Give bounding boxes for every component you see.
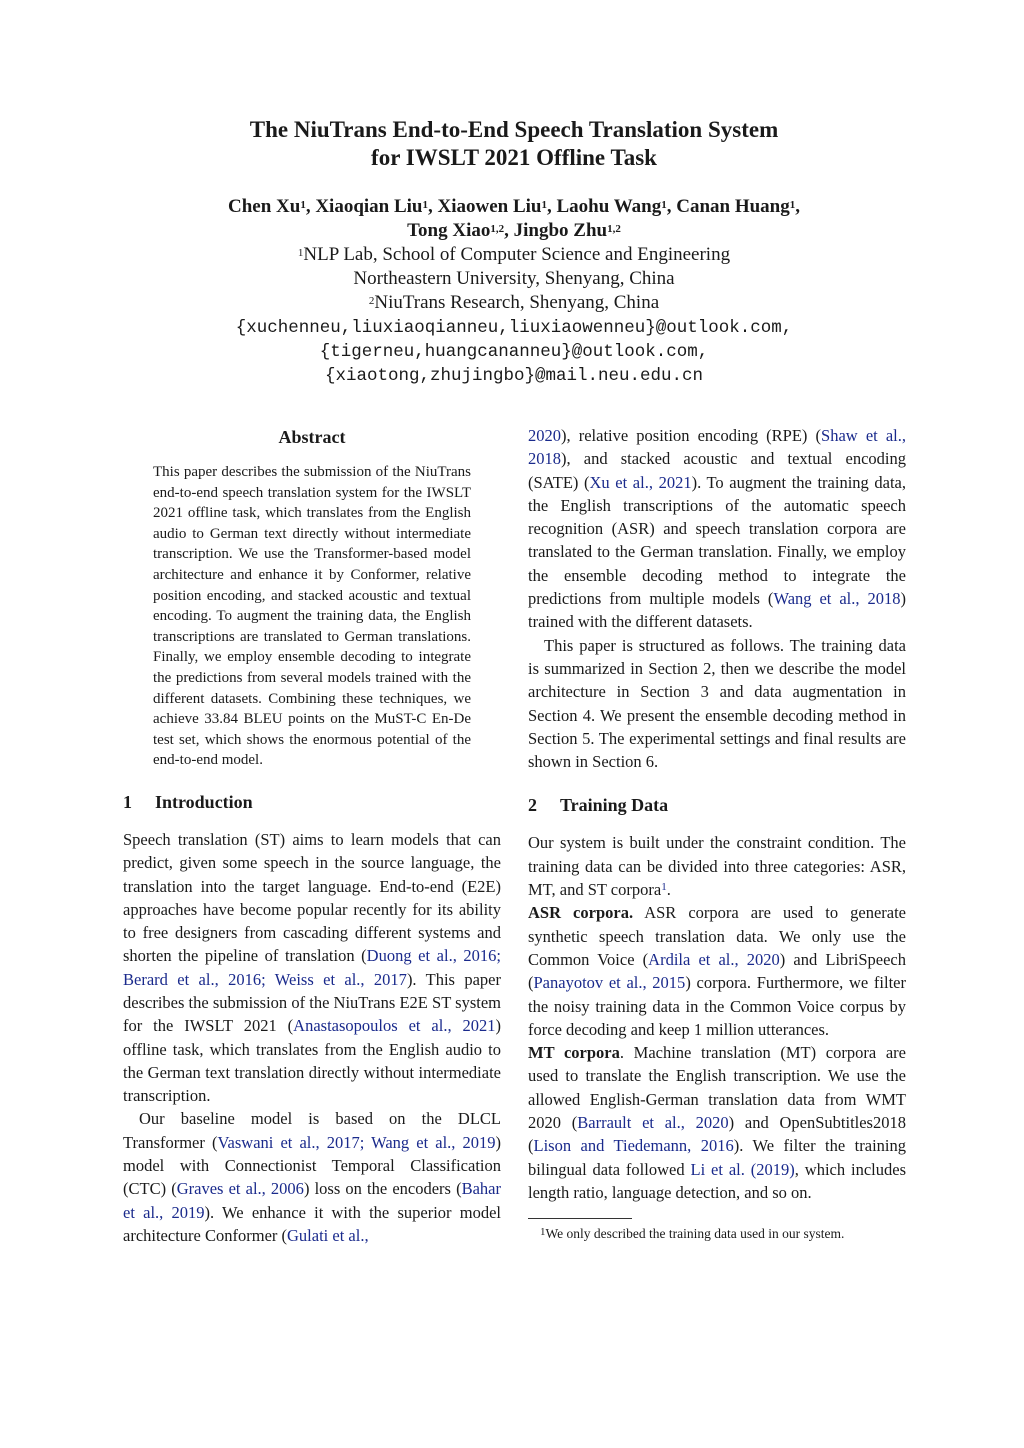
citation-link[interactable]: Lison and Tiedemann, 2016 [533,1136,734,1156]
footnote-divider [528,1218,632,1219]
citation-link[interactable]: Barrault et al., 2020 [577,1113,729,1133]
author-name: Tong Xiao [407,220,491,241]
citation-link[interactable]: Bahar et al., 2019 [123,1179,501,1222]
author-affiliation-mark: 1 [789,199,796,211]
abstract-text: This paper describes the submission of the NiuTrans end-to-end speech translation system for the IWSLT 2021 offline task, which translates from the English audio to German text directly without intermediate transcription. We use the Transformer-based model architecture and enhance it by Conformer, relative position encoding, and stacked acoustic and textual encoding. To augment the training data, the English transcriptions are translated to German translations. Finally, we employ ensemble decoding to integrate the predictions from several models trained with the different datasets. Combining these techniques, we achieve 33.84 BLEU points on the MuST-C En-De test set, which shows the enormous potential of the end-to-end model. [153,464,471,769]
citation-link[interactable]: Panayotov et al., 2015 [533,973,686,993]
abstract-heading: Abstract [278,427,346,447]
author-name: Laohu Wang [556,196,662,217]
training-paragraph-1: Our system is built under the constraint condition. The training data can be divided into three categories: ASR, MT, and ST corpora$^1$. [528,833,906,900]
section-title: Introduction [155,791,253,812]
paper-title-line1: The NiuTrans End-to-End Speech Translation System [249,117,779,142]
intro-paragraph-2: Our baseline model is based on the DLCL Transformer (Vaswani et al., 2017; Wang et al., 2019) model with Connectionist Temporal Classification (CTC) (Graves et al., 2006) loss on the encoders (Bahar et al., 2019). We enhance it with the superior model architecture Conformer (Gulati et al., [123,1109,501,1245]
citation-link[interactable]: Li et al. (2019) [690,1159,795,1179]
footnote-text: We only described the training data used in our system. [545,1226,845,1242]
section-number: 1 [123,791,132,812]
affiliation-1-line2: Northeastern University, Shenyang, China [353,268,675,289]
citation-link[interactable]: Vaswani et al., 2017; Wang et al., 2019 [217,1132,496,1152]
citation-link[interactable]: Shaw et al., 2018 [528,426,906,469]
affiliation-1-line1: NLP Lab, School of Computer Science and Engineering [303,244,731,265]
author-affiliation-mark: 1,2 [607,223,621,235]
citation-link[interactable]: Wang et al., 2018 [773,589,901,609]
footnote-number: 1 [540,1226,546,1239]
author-list: Chen Xu$^1$, Xiaoqian Liu$^1$, Xiaowen Liu$^1$, Laohu Wang$^1$, Canan Huang$^1$, Tong Xiao$^{1,2}$, Jingbo Zhu$^{1,2}$ [227,196,801,241]
citation-link[interactable]: 2020 [528,426,561,445]
author-name: Jingbo Zhu [513,220,608,241]
author-emails [150,316,878,388]
intro-paragraph-continued: 2020), relative position encoding (RPE) (Shaw et al., 2018), and stacked acoustic and textual encoding (SATE) (Xu et al., 2021). To augment the training data, the English transcriptions of the automatic speech recognition (ASR) and speech translation corpora are translated to the German translation. Finally, we employ the ensemble decoding method to integrate the predictions from multiple models (Wang et al., 2018) trained with the different datasets. [528,426,907,632]
citation-link[interactable]: Duong et al., 2016; Berard et al., 2016; Weiss et al., 2017 [123,946,501,989]
footnote [528,1225,906,1243]
email-line: {xiaotong,zhujingbo}@mail.neu.edu.cn [324,366,704,386]
affiliations [150,243,878,315]
author-affiliation-mark: 1,2 [490,223,505,235]
intro-structure-paragraph: This paper is structured as follows. The training data is summarized in Section 2, then we describe the model architecture in Section 3 and data augmentation in Section 4. We present the ensemble decoding method in Section 5. The experimental settings and final results are shown in Section 6. [528,635,906,772]
left-column [123,424,501,1247]
citation-link[interactable]: Gulati et al., [287,1225,369,1245]
author-name: Xiaoqian Liu [315,196,423,217]
intro-paragraph-1: Speech translation (ST) aims to learn models that can predict, given some speech in the source language, the translation into the target language. End-to-end (E2E) approaches have become popular recently for its ability to free designers from cascading different systems and shorten the pipeline of translation (Duong et al., 2016; Berard et al., 2016; Weiss et al., 2017). This paper describes the submission of the NiuTrans E2E ST system for the IWSLT 2021 (Anastasopoulos et al., 2021) offline task, which translates from the English audio to the German text translation directly without intermediate transcription. [123,829,501,1106]
footnote-mark[interactable]: 1 [661,881,667,894]
author-name: Chen Xu [227,196,301,217]
author-affiliation-mark: 1 [661,199,667,211]
author-name: Canan Huang [676,196,790,217]
section-number: 2 [528,795,537,816]
paragraph-label: MT corpora [528,1043,620,1063]
section-title: Training Data [560,795,669,816]
affiliation-2-line1: NiuTrans Research, Shenyang, China [374,292,660,313]
right-column [528,424,906,1243]
affiliation-mark: 2 [368,295,375,307]
citation-link[interactable]: Graves et al., 2006 [176,1179,304,1199]
section-heading-introduction [123,790,501,814]
paper-title [150,116,878,172]
email-line: {xuchenneu,liuxiaoqianneu,liuxiaowenneu}@outlook.com, [235,318,793,338]
author-affiliation-mark: 1 [422,199,428,211]
citation-link[interactable]: Anastasopoulos et al., 2021 [293,1016,496,1036]
email-line: {tigerneu,huangcananneu}@outlook.com, [319,342,709,362]
citation-link[interactable]: Ardila et al., 2020 [648,949,780,969]
author-affiliation-mark: 1 [300,199,306,211]
affiliation-mark: 1 [297,247,304,259]
paragraph-label: ASR corpora. [528,903,634,923]
arxiv-identifier [10,460,60,1060]
mt-corpora-paragraph: MT corpora. Machine translation (MT) corpora are used to translate the English transcription. We use the allowed English-German translation data from WMT 2020 (Barrault et al., 2020) and OpenSubtitles2018 (Lison and Tiedemann, 2016). We filter the training bilingual data followed Li et al. (2019), which includes length ratio, language detection, and so on. [528,1043,907,1202]
author-name: Xiaowen Liu [437,196,542,217]
paper-title-line2: for IWSLT 2021 Offline Task [371,145,657,170]
asr-corpora-paragraph: ASR corpora. ASR corpora are used to generate synthetic speech translation data. We only use the Common Voice (Ardila et al., 2020) and LibriSpeech (Panayotov et al., 2015) corpora. Furthermore, we filter the noisy training data in the Common Voice corpus by force decoding and keep 1 million utterances. [528,903,907,1039]
section-heading-training-data [528,793,906,817]
citation-link[interactable]: Xu et al., 2021 [589,472,692,492]
author-affiliation-mark: 1 [541,199,547,211]
